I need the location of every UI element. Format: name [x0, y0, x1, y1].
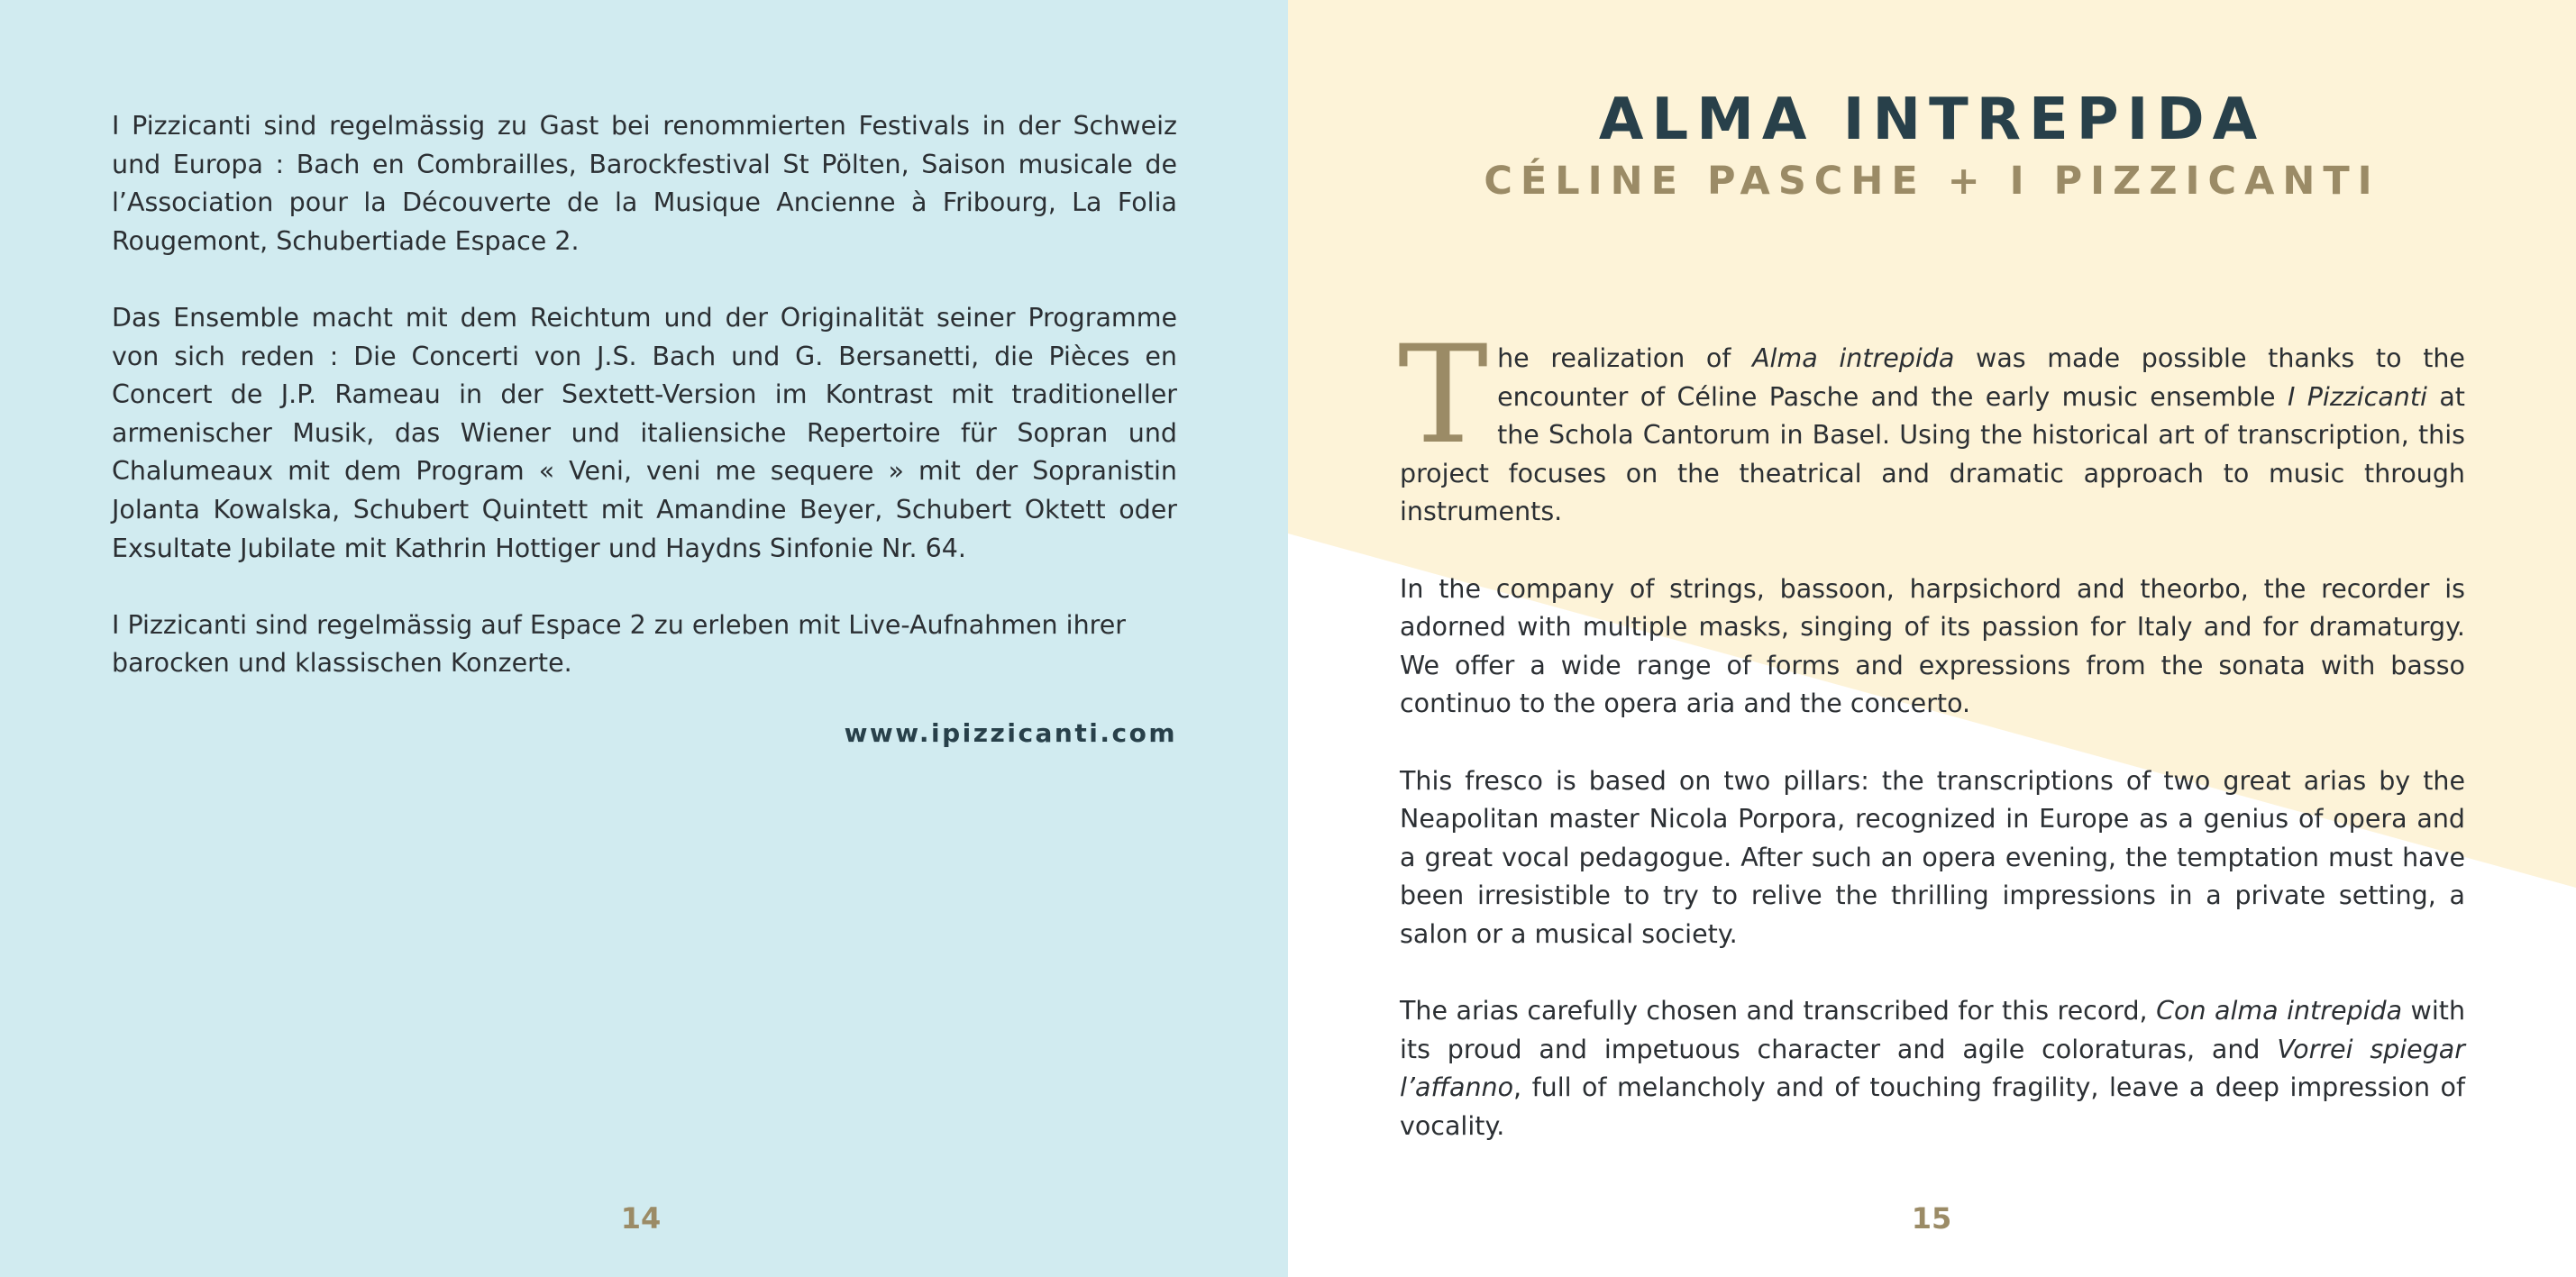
p4-italic-a: Con alma intrepida: [2156, 996, 2403, 1026]
p4-text-c: , full of melancholy and of touching fragility, leave a deep impression of vocality.: [1400, 1072, 2465, 1141]
p4-text-a: The arias carefully chosen and transcribed for this record,: [1400, 996, 2157, 1026]
page-number-left: 14: [620, 1201, 662, 1236]
left-paragraph-3: I Pizzicanti sind regelmässig auf Espace 2 zu erleben mit Live-Aufnahmen ihrer barocken und klassischen Konzerte.: [112, 609, 1126, 679]
left-paragraph-1: I Pizzicanti sind regelmässig zu Gast bei renommierten Festivals in der Schweiz und Europa : Bach en Combrailles, Barockfestival St Pölten, Saison musicale de l’Association pour la Découverte de la Musique Ancienne à Fribourg, La Folia Rougemont, Schubertiade Espace 2.: [112, 111, 1177, 256]
right-page: [1288, 0, 2576, 1277]
p1-italic-b: I Pizzicanti: [2287, 381, 2427, 412]
p1-text-b: was made possible thanks to the encounter of Céline Pasche and the early music ensemble: [1497, 343, 2465, 412]
p4-italic-b: Vorrei spiegar l’affanno: [1400, 1034, 2465, 1103]
drop-cap: T: [1398, 317, 1489, 474]
album-title: ALMA INTREPIDA: [1598, 87, 2266, 153]
p1-text-c: at the Schola Cantorum in Basel. Using the historical art of transcription, this project focuses on the theatrical and dramatic approach to music through instruments.: [1400, 381, 2465, 527]
p1-text-a: he realization of: [1497, 343, 1753, 373]
page-number-right: 15: [1911, 1201, 1952, 1236]
left-paragraph-2: Das Ensemble macht mit dem Reichtum und der Originalität seiner Programme von sich reden : Die Concerti von J.S. Bach und G. Bersanetti, die Pièces en Concert de J.P. Rameau in der Sextett-Version im Kontrast mit traditioneller armenischer Musik, das Wiener und italiensiche Repertoire für Sopran und Chalumeaux mit dem Program « Veni, veni me sequere » mit der Sopranistin Jolanta Kowalska, Schubert Quintett mit Amandine Beyer, Schubert Oktett oder Exsultate Jubilate mit Kathrin Hottiger und Haydns Sinfonie Nr. 64.: [112, 302, 1177, 563]
right-paragraph-2: In the company of strings, bassoon, harpsichord and theorbo, the recorder is adorned with multiple masks, singing of its passion for Italy and for dramaturgy. We offer a wide range of forms and expressions from the sonata with basso continuo to the opera aria and the concerto.: [1400, 573, 2465, 719]
p4-text-b: with its proud and impetuous character and agile coloraturas, and: [1400, 996, 2466, 1064]
website-link[interactable]: www.ipizzicanti.com: [844, 717, 1177, 748]
right-paragraph-4: [1400, 992, 2465, 1145]
p1-italic-a: Alma intrepida: [1752, 343, 1955, 373]
right-paragraph-1: [1398, 317, 2465, 532]
right-paragraph-3: This fresco is based on two pillars: the transcriptions of two great arias by the Neapolitan master Nicola Porpora, recognized in Europe as a genius of opera and a great vocal pedagogue. After such an opera evening, the temptation must have been irresistible to try to relive the thrilling impressions in a private setting, a salon or a musical society.: [1400, 765, 2465, 949]
left-text-column: [112, 107, 1177, 753]
right-text-column: [1398, 317, 2466, 1184]
album-subtitle: CÉLINE PASCHE + I PIZZICANTI: [1484, 159, 2380, 204]
